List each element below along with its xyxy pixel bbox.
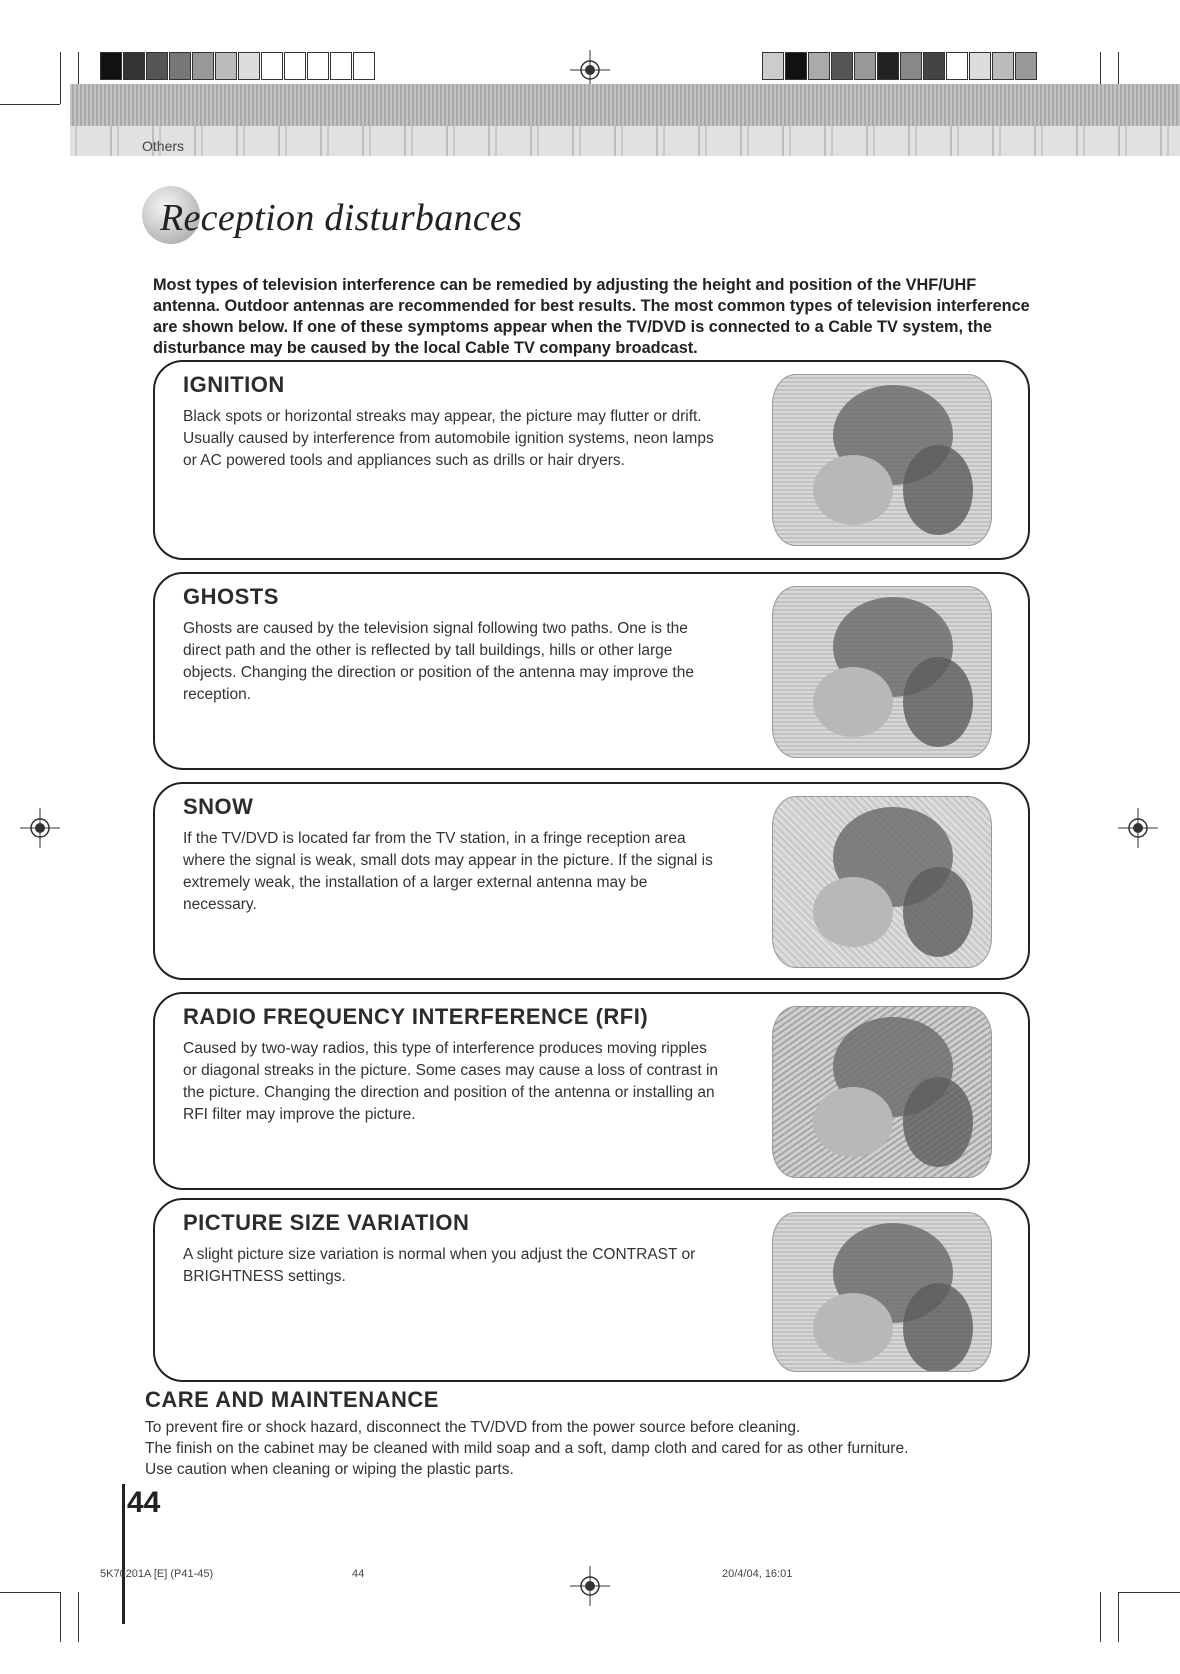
header-band-stripe (70, 126, 1180, 156)
intro-paragraph: Most types of television interference can be remedied by adjusting the height and position of the VHF/UHF antenna. Outdoor antennas are recommended for best results. The most common types of television interference are shown below. If one of these symptoms appear when the TV/DVD is connected to a Cable TV system, the disturbance may be caused by the local Cable TV company broadcast. (153, 276, 1030, 357)
disturbance-title: SNOW (183, 794, 254, 819)
tv-example-image (772, 586, 992, 758)
disturbance-title: IGNITION (183, 372, 285, 397)
disturbance-description: Black spots or horizontal streaks may appear, the picture may flutter or drift. Usually caused by interference from automobile ignition systems, neon lamps or AC powered tools and appliances such as drills or hair dryers. (183, 408, 714, 469)
crop-mark (0, 1592, 60, 1593)
crop-mark (1118, 1592, 1119, 1642)
tv-example-image (772, 1006, 992, 1178)
disturbance-title: PICTURE SIZE VARIATION (183, 1210, 470, 1235)
disturbance-description: If the TV/DVD is located far from the TV station, in a fringe reception area where the signal is weak, small dots may appear in the picture. If the signal is extremely weak, the installation of a larger external antenna may be necessary. (183, 830, 713, 913)
care-line: Use caution when cleaning or wiping the plastic parts. (145, 1461, 514, 1478)
disturbance-description: A slight picture size variation is normal when you adjust the CONTRAST or BRIGHTNESS settings. (183, 1246, 696, 1285)
disturbance-description: Ghosts are caused by the television signal following two paths. One is the direct path and the other is reflected by tall buildings, hills or other large objects. Changing the direction or position of the antenna may improve the reception. (183, 620, 694, 703)
registration-mark-icon (570, 1566, 610, 1606)
color-bar-right (762, 52, 1038, 80)
crop-mark (60, 52, 61, 104)
disturbance-card-ghosts (153, 572, 1030, 770)
disturbance-title: RADIO FREQUENCY INTERFERENCE (RFI) (183, 1004, 649, 1029)
disturbance-title: GHOSTS (183, 584, 279, 609)
page-number-bar (122, 1484, 125, 1624)
crop-mark (0, 104, 60, 105)
care-line: To prevent fire or shock hazard, disconnect the TV/DVD from the power source before cleaning. (145, 1419, 801, 1436)
section-label: Others (142, 138, 185, 154)
crop-mark (1100, 1592, 1101, 1642)
disturbance-card-picture-size (153, 1198, 1030, 1382)
care-text (145, 1417, 1045, 1480)
footer-file: 5K70201A [E] (P41-45) (100, 1568, 214, 1580)
tv-example-image (772, 1212, 992, 1372)
care-line: The finish on the cabinet may be cleaned with mild soap and a soft, damp cloth and cared for as other furniture. (145, 1440, 909, 1457)
tv-example-image (772, 374, 992, 546)
registration-mark-icon (20, 808, 60, 848)
footer-date: 20/4/04, 16:01 (722, 1568, 793, 1580)
disturbance-card-snow (153, 782, 1030, 980)
crop-mark (1118, 1592, 1180, 1593)
page-title: Reception disturbances (160, 197, 523, 239)
color-bar-left (100, 52, 376, 80)
page-number: 44 (127, 1486, 161, 1519)
disturbance-description: Caused by two-way radios, this type of interference produces moving ripples or diagonal streaks in the picture. Some cases may cause a loss of contrast in the picture. Changing the direction and position of the antenna or installing an RFI filter may improve the picture. (183, 1040, 719, 1123)
crop-mark (60, 1592, 61, 1642)
disturbance-card-ignition (153, 360, 1030, 560)
registration-mark-icon (1118, 808, 1158, 848)
footer-page: 44 (352, 1568, 365, 1580)
disturbance-card-rfi (153, 992, 1030, 1190)
care-heading: CARE AND MAINTENANCE (145, 1387, 439, 1412)
tv-example-image (772, 796, 992, 968)
crop-mark (78, 1592, 79, 1642)
